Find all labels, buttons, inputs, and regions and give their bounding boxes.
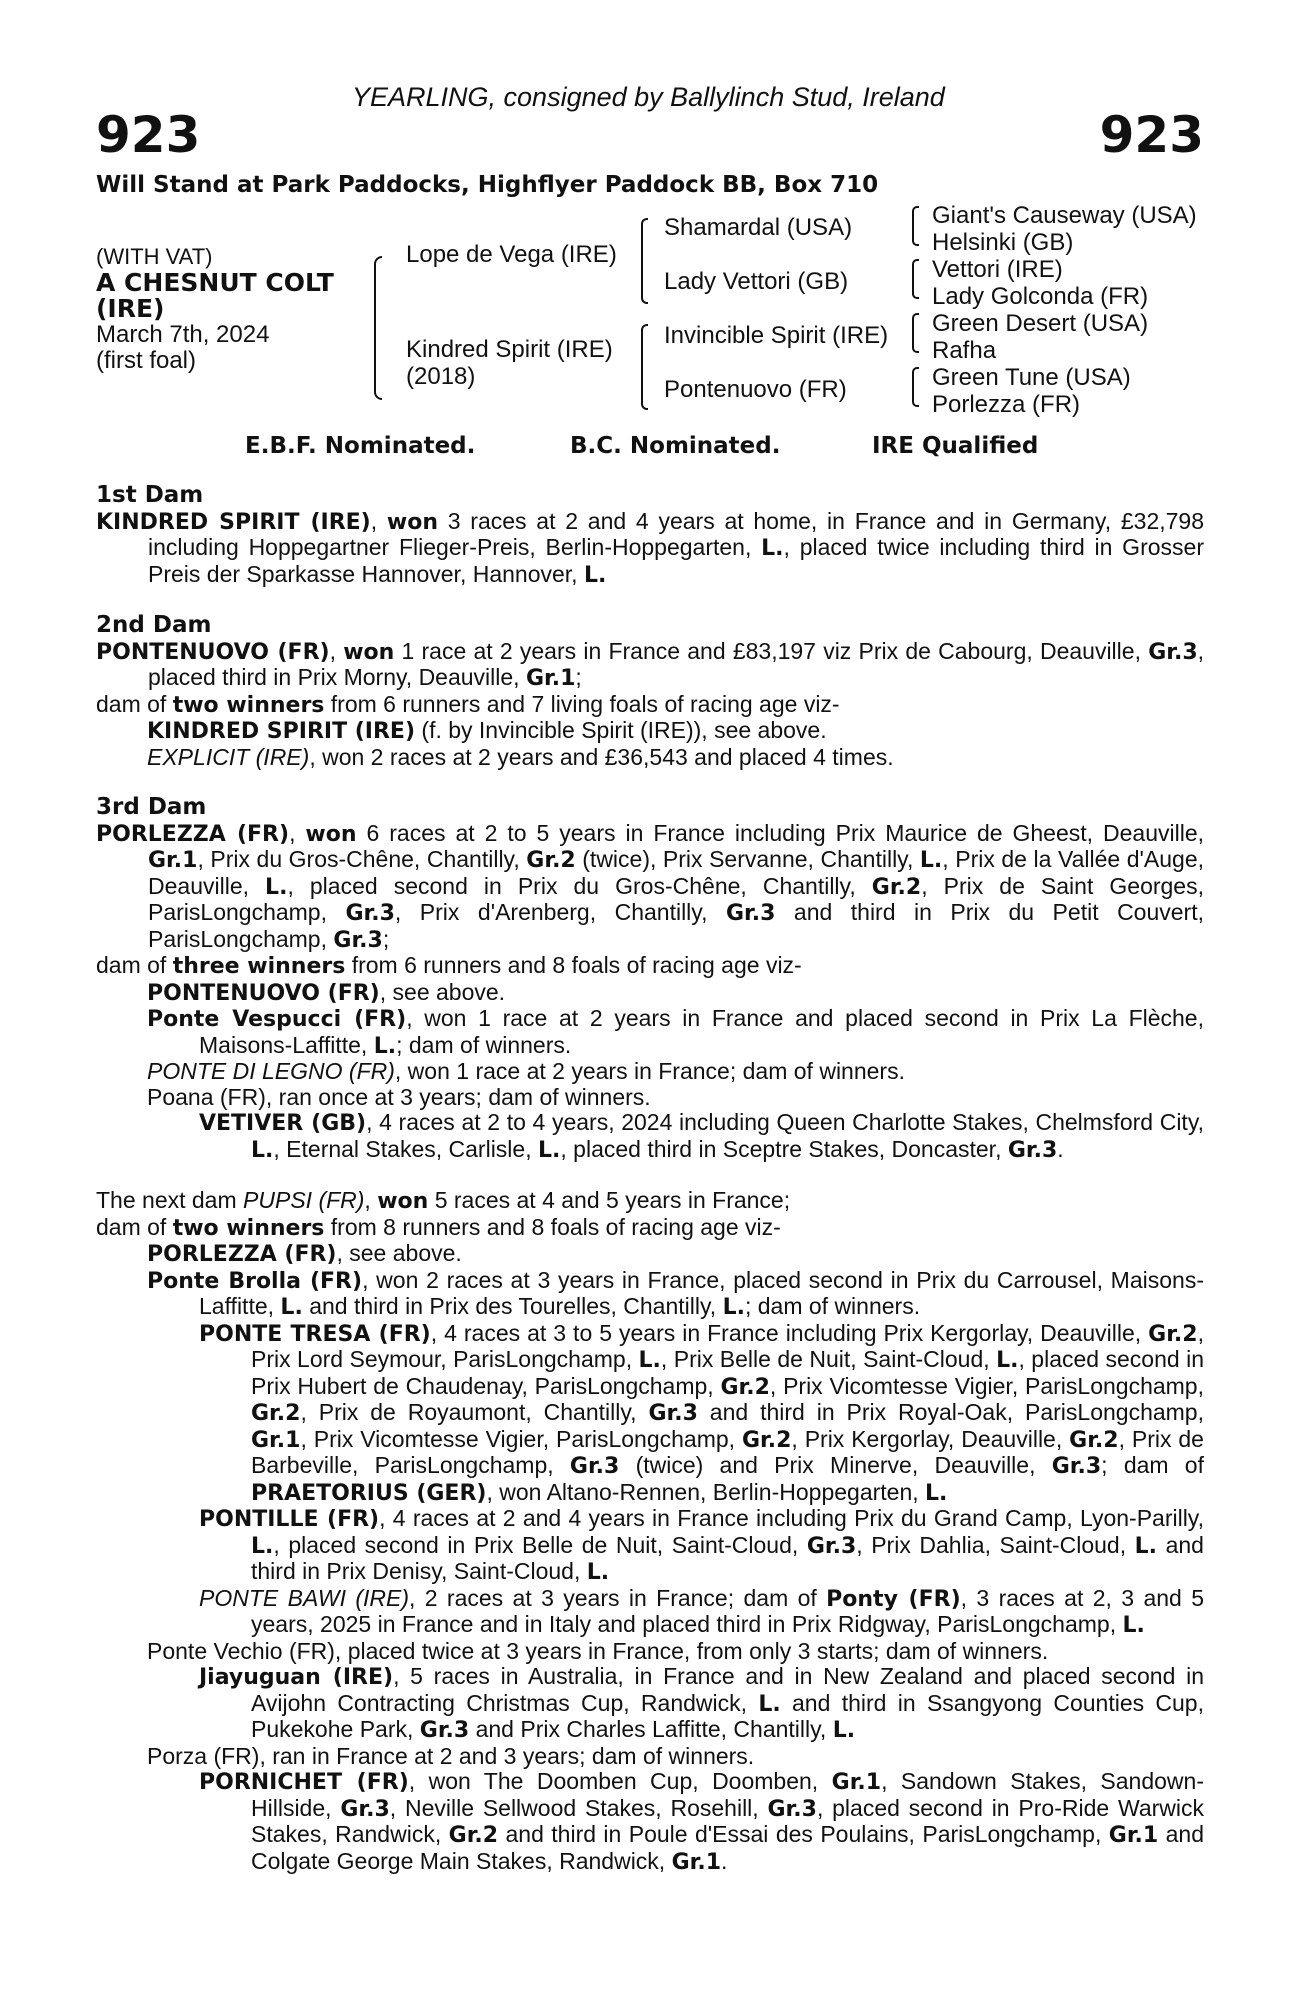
stand-location: Will Stand at Park Paddocks, Highflyer Paddock BB, Box 710: [96, 172, 879, 198]
pedigree-gg-6: Rafha: [932, 337, 997, 364]
pedigree-brace-gg3: [912, 313, 919, 353]
next-dam-produce-4: Porza (FR), ran in France at 2 and 3 years; dam of winners.: [147, 1742, 755, 1769]
pedigree-gg-3: Vettori (IRE): [932, 256, 1063, 283]
lot-number-left: 923: [96, 106, 201, 164]
second-dam-entry: PONTENUOVO (FR), won 1 race at 2 years in France and £83,197 viz Prix de Cabourg, Deauville, Gr.3, placed third in Prix Morny, Deauville, Gr.1;: [96, 637, 1205, 691]
vat-note: (WITH VAT): [96, 244, 213, 269]
pedigree-dam: Kindred Spirit (IRE): [406, 336, 613, 363]
second-dam-produce-2: EXPLICIT (IRE), won 2 races at 2 years and £36,543 and placed 4 times.: [147, 743, 894, 770]
third-dam-title: 3rd Dam: [96, 794, 207, 820]
third-dam-dam-of: dam of three winners from 6 runners and 8 foals of racing age viz-: [96, 952, 802, 979]
next-dam-grandproduce-3: PONTE BAWI (IRE), 2 races at 3 years in France; dam of Ponty (FR), 3 races at 2, 3 and 5 years, 2025 in France and in Italy and placed third in Prix Ridgway, ParisLongchamp, L.: [199, 1584, 1204, 1638]
third-dam-entry: PORLEZZA (FR), won 6 races at 2 to 5 years in France including Prix Maurice de Gheest, Deauville, Gr.1, Prix du Gros-Chêne, Chantilly, Gr.2 (twice), Prix Servanne, Chantilly, L., Prix de la Vallée d'Auge, Deauville, L., placed second in Prix du Gros-Chêne, Chantilly, Gr.2, Prix de Saint Georges, ParisLongchamp, Gr.3, Prix d'Arenberg, Chantilly, Gr.3 and third in Prix du Petit Couvert, ParisLongchamp, Gr.3;: [96, 819, 1205, 953]
pedigree-gg-4: Lady Golconda (FR): [932, 283, 1149, 310]
consignment-line: YEARLING, consigned by Ballylinch Stud, Ireland: [352, 82, 945, 112]
next-dam-grandproduce-1: PONTE TRESA (FR), 4 races at 3 to 5 years in France including Prix Kergorlay, Deauville, Gr.2, Prix Lord Seymour, ParisLongchamp, L., Prix Belle de Nuit, Saint-Cloud, L., placed second in Prix Hubert de Chaudenay, ParisLongchamp, Gr.2, Prix Vicomtesse Vigier, ParisLongchamp, Gr.2, Prix de Royaumont, Chantilly, Gr.3 and third in Prix Royal-Oak, ParisLongchamp, Gr.1, Prix Vicomtesse Vigier, ParisLongchamp, Gr.2, Prix Kergorlay, Deauville, Gr.2, Prix de Barbeville, ParisLongchamp, Gr.3 (twice) and Prix Minerve, Deauville, Gr.3; dam of PRAETORIUS (GER), won Altano-Rennen, Berlin-Hoppegarten, L.: [199, 1319, 1204, 1506]
pedigree-dam-sire: Invincible Spirit (IRE): [664, 322, 889, 349]
nomination-ebf: E.B.F. Nominated.: [245, 433, 476, 459]
pedigree-dam-year: (2018): [406, 363, 476, 390]
first-dam-entry: KINDRED SPIRIT (IRE), won 3 races at 2 and 4 years at home, in France and in Germany, £32,798 including Hoppegartner Flieger-Preis, Berlin-Hoppegarten, L., placed twice including third in Grosser Preis der Sparkasse Hannover, Hannover, L.: [96, 507, 1204, 588]
lot-number-right: 923: [1099, 106, 1204, 164]
horse-name-country: (IRE): [96, 294, 165, 323]
third-dam-produce-3: PONTE DI LEGNO (FR), won 1 race at 2 years in France; dam of winners.: [147, 1058, 905, 1084]
pedigree-brace-gg4: [912, 367, 919, 407]
pedigree-brace-sire: [641, 218, 648, 304]
next-dam-produce-3: Ponte Vechio (FR), placed twice at 3 years in France, from only 3 starts; dam of winners.: [147, 1637, 1049, 1664]
first-dam-title: 1st Dam: [96, 482, 204, 508]
foaling-date: March 7th, 2024: [96, 321, 270, 348]
pedigree-gg-8: Porlezza (FR): [932, 391, 1081, 418]
next-dam-grandproduce-5: PORNICHET (FR), won The Doomben Cup, Doomben, Gr.1, Sandown Stakes, Sandown-Hillside, Gr.3, Neville Sellwood Stakes, Rosehill, Gr.3, placed second in Pro-Ride Warwick Stakes, Randwick, Gr.2 and third in Poule d'Essai des Poulains, ParisLongchamp, Gr.1 and Colgate George Main Stakes, Randwick, Gr.1.: [199, 1768, 1205, 1875]
next-dam-produce-2: Ponte Brolla (FR), won 2 races at 3 years in France, placed second in Prix du Carrousel, Maisons-Laffitte, L. and third in Prix des Tourelles, Chantilly, L.; dam of winners.: [147, 1266, 1204, 1320]
horse-name: A CHESNUT COLT: [96, 268, 334, 297]
next-dam-intro: The next dam PUPSI (FR), won 5 races at 4 and 5 years in France;: [96, 1187, 791, 1214]
pedigree-gg-7: Green Tune (USA): [932, 364, 1131, 391]
pedigree-gg-5: Green Desert (USA): [932, 310, 1149, 337]
nomination-ire: IRE Qualified: [872, 433, 1039, 459]
pedigree-brace-gg1: [912, 206, 919, 246]
pedigree-sire-dam: Lady Vettori (GB): [664, 268, 849, 295]
second-dam-produce-1: KINDRED SPIRIT (IRE) (f. by Invincible Spirit (IRE)), see above.: [147, 717, 827, 744]
next-dam-produce-1: PORLEZZA (FR), see above.: [147, 1240, 462, 1267]
second-dam-title: 2nd Dam: [96, 612, 212, 638]
pedigree-brace-gg2: [912, 259, 919, 299]
second-dam-dam-of: dam of two winners from 6 runners and 7 living foals of racing age viz-: [96, 690, 840, 718]
third-dam-produce-1: PONTENUOVO (FR), see above.: [147, 978, 506, 1006]
pedigree-dam-dam: Pontenuovo (FR): [664, 376, 847, 403]
foal-note: (first foal): [96, 347, 197, 374]
third-dam-produce-2: Ponte Vespucci (FR), won 1 race at 2 years in France and placed second in Prix La Flèche, Maisons-Laffitte, L.; dam of winners.: [147, 1005, 1204, 1059]
catalogue-body: [96, 483, 1204, 1875]
next-dam-dam-of: dam of two winners from 8 runners and 8 foals of racing age viz-: [96, 1213, 781, 1241]
third-dam-produce-4: Poana (FR), ran once at 3 years; dam of winners.: [147, 1083, 651, 1110]
third-dam-grandproduce-1: VETIVER (GB), 4 races at 2 to 4 years, 2024 including Queen Charlotte Stakes, Chelmsford City, L., Eternal Stakes, Carlisle, L., placed third in Sceptre Stakes, Doncaster, Gr.3.: [199, 1109, 1204, 1163]
pedigree-gg-1: Giant's Causeway (USA): [932, 202, 1197, 229]
pedigree-gg-2: Helsinki (GB): [932, 229, 1074, 256]
nomination-bc: B.C. Nominated.: [570, 433, 781, 459]
horse-details: [96, 244, 334, 374]
pedigree-sire: Lope de Vega (IRE): [406, 241, 617, 268]
pedigree-sire-sire: Shamardal (USA): [664, 214, 853, 241]
next-dam-grandproduce-2: PONTILLE (FR), 4 races at 2 and 4 years in France including Prix du Grand Camp, Lyon-Parilly, L., placed second in Prix Belle de Nuit, Saint-Cloud, Gr.3, Prix Dahlia, Saint-Cloud, L. and third in Prix Denisy, Saint-Cloud, L.: [199, 1505, 1204, 1585]
next-dam-grandproduce-4: Jiayuguan (IRE), 5 races in Australia, in France and in New Zealand and placed second in Avijohn Contracting Christmas Cup, Randwick, L. and third in Ssangyong Counties Cup, Pukekohe Park, Gr.3 and Prix Charles Laffitte, Chantilly, L.: [199, 1663, 1204, 1743]
pedigree-brace-dam: [641, 324, 648, 410]
pedigree-brace-main: [374, 256, 382, 400]
